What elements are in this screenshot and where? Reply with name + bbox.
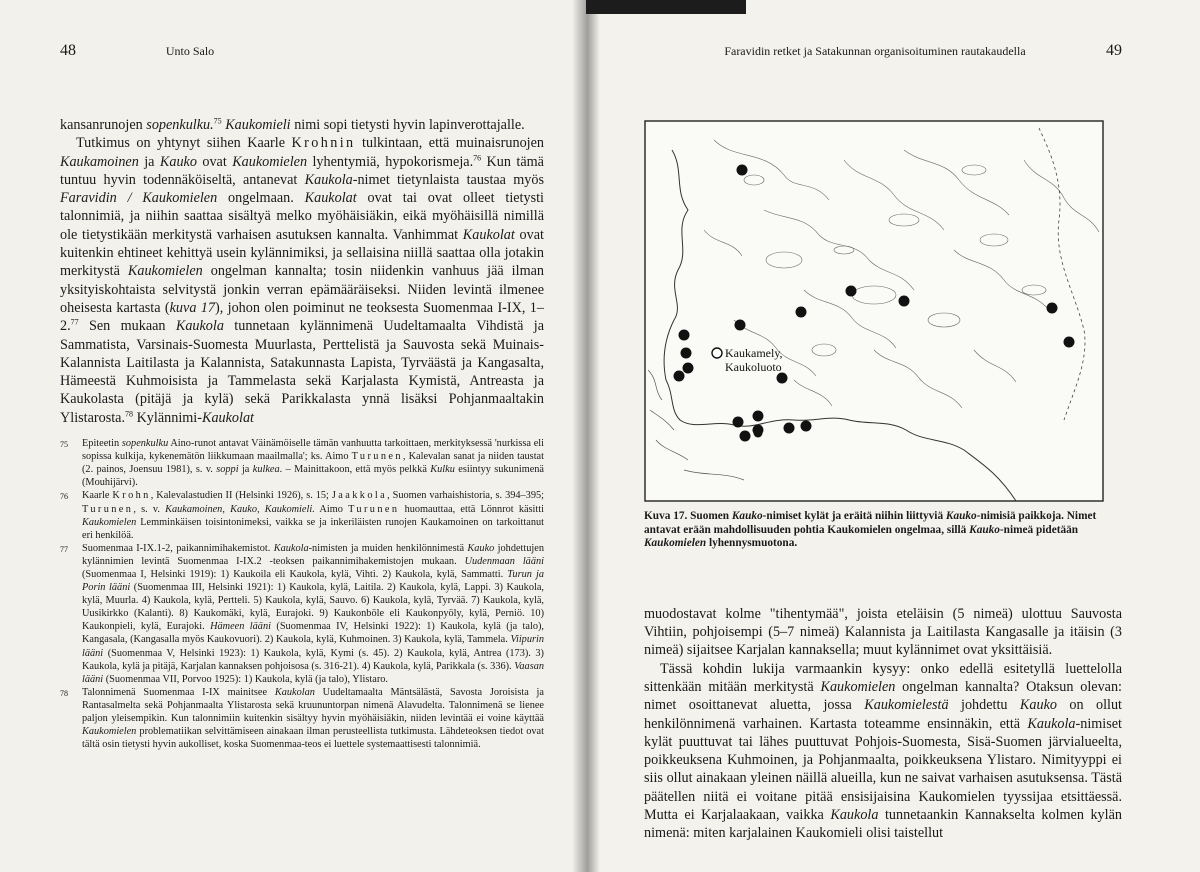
map-figure xyxy=(644,120,1104,502)
left-header xyxy=(60,42,544,62)
footnotes xyxy=(60,437,544,751)
map-label-line1: Kaukamely, xyxy=(725,346,783,360)
body-paragraph: kansanrunojen sopenkulku.$^{75}$ Kaukomieli nimi sopi tietysti hyvin lapinverottajalle. xyxy=(60,116,525,133)
body-paragraph: Tutkimus on yhtynyt siihen Kaarle Krohnin tulkintaan, että muinaisrunojen Kaukamoinen ja Kauko ovat Kaukomielen lyhentymiä, hypokorismeja.$^{76}$ Kun tämä tuntuu hyvin todennäköiseltä, antanevat Kaukola-nimet tietynlaista taustaa myös Faravidin / Kaukomielen ongelmaan. Kaukolat ovat tai ovat olleet tietysti talonnimiä, ja niihin saattaa sisältyä melko myöhäisiäkin, eikä myöhäisillä nimillä ole tietystikään merkitystä varhaisen asutuksen kannalta. Vanhimmat Kaukolat ovat kuitenkin ehtineet kehittyä usein kylännimiksi, ja sellaisina niillä saattaa olla jotakin merkitystä Kaukomielen ongelman kannalta; tosin niidenkin vanhuus jää ilman yksityiskohtaista selvitystä jonkin verran epämääräiseksi. Niiden levintä ilmenee oheisesta kartasta (kuva 17), johon olen poiminut ne teoksesta Suomenmaa I-IX, 1–2.77 Sen mukaan Kaukola tunnetaan kylännimenä Uudeltamaalta Vihdistä ja Sammatista, Varsinais-Suomesta Muurlasta, Perttelistä ja Sauvosta sekä Muinais-Kalannista Laitilasta ja Kalannista, Satakunnasta Lapista, Tyrväästä ja Kangasalta, Hämeestä Kuhmoisista ja Tammelasta sekä Karjalasta Kymistä, Antreasta ja Kaukolasta (pitäjä ja kylä) sekä Parikkalasta ynnä lisäksi Pohjanmaaltakin Ylistarosta.$^{78}$ Kylännimi-Kaukolat xyxy=(60,135,545,426)
map-label-line2: Kaukoluoto xyxy=(725,360,782,374)
footnote-text: Epiteetin sopenkulku Aino-runot antavat Väinämöiselle tämän vanhuutta tarkoittaen, merkityksessä 'nurkissa eli sopissa kulkija, kykenemätön liikkumaan maailmalla'; ks. Aimo Turunen, Kalevalan sanat ja niiden taustat (2. painos, Joensuu 1981), s. v. soppi ja kulkea. – Mainittakoon, että myös pelkkä Kulku esiintyy sukunimenä (Mouhijärvi). xyxy=(82,438,545,489)
body-paragraph: muodostavat kolme "tihentymää", joista eteläisin (5 nimeä) ulottuu Sauvosta Vihtiin, pohjoisempi (5–7 nimeä) Kalannista ja Laitilasta Kangasalle ja itäisin (3 nimeä) sijaitsee Karjalan kannaksella; muut kylännimet ovat yksittäisiä. xyxy=(644,605,1122,659)
figure-caption: Kuva 17. Suomen Kauko-nimiset kylät ja eräitä niihin liittyviä Kauko-nimisiä paikkoja. Nimet antavat erään mahdollisuuden pohtia Kaukomielen ongelmaa, sillä Kauko-nimeä pidetään Kaukomielen lyhennysmuotona. xyxy=(644,510,1097,550)
finland-map xyxy=(644,120,1104,502)
page-number-left: 48 xyxy=(60,42,76,59)
footnote-text: Talonnimenä Suomenmaa I-IX mainitsee Kaukolan Uudeltamaalta Mäntsälästä, Savosta Joroisista ja Rantasalmelta sekä Pohjanmaalta Ylistarosta sekä kruununtorpan nimenä Alavudelta. Talonnimenä se lienee paljon yleisempikin. Kun talonnimiin kuitenkin sisältyy hyvin myöhäisiäkin, niiden levintää ei voine käyttää Kaukomielen problematiikan selvittämiseen ainakaan ilman perusteellista tutkimusta. Lähdeteoksen tiedot ovat tältä osin tietysti hyvin aukolliset, koska Suomenmaa-teos ei luettele systemaattisesti talonnimiä. xyxy=(82,686,544,751)
page-number-right: 49 xyxy=(1105,42,1122,59)
right-header xyxy=(644,42,1122,62)
footnote xyxy=(60,542,544,686)
footnote-mark: 78 xyxy=(60,688,68,698)
body-paragraph: Tässä kohdin lukija varmaankin kysyy: onko edellä esitetyllä luettelolla sittenkään mitään merkitystä Kaukomielen ongelman kannalta? Otaksun olevan: nimet osoittanevat aluetta, jossa Kaukomielestä johdettu Kauko on ollut henkilönnimenä varhainen. Kartasta toteamme ensinnäkin, että Kaukola-nimiset kylät puuttuvat tai lähes puuttuvat Pohjois-Suomesta, Sisä-Suomen järvialueelta, poikkeuksena Kuhmoinen, ja Pohjanmaalta, poikkeuksena Ylistaro. Nimityyppi ei siis ollut ainakaan yleinen näillä alueilla, kun ne saivat varhaisen asutuksensa. Tästä päätellen niitä ei voitane pitää ensisijaisina Kaukomielen tyyssijaa etsittäessä. Mutta ei Karjalaakaan, vaikka Kaukola tunnetaankin Kannakselta kolmen kylän nimenä: miten karjalainen Kaukomieli olisi taistellut xyxy=(644,660,1122,842)
footnote-text: Kaarle Krohn, Kalevalastudien II (Helsinki 1926), s. 15; Jaakkola, Suomen varhaishistoria, s. 394–395; Turunen, s. v. Kaukamoinen, Kauko, Kaukomieli. Aimo Turunen huomauttaa, että Lönnrot käsitti Kaukomielen Lemminkäisen toisintonimeksi, vaikka se ja inkeriläisten runojen Kaukamoinen on tarkoittanut eri henkilöä. xyxy=(82,490,544,541)
scan-edge xyxy=(586,0,746,14)
footnote-mark: 77 xyxy=(60,544,68,554)
right-body-text xyxy=(644,605,1122,843)
running-head-right: Faravidin retket ja Satakunnan organisoituminen rautakaudella xyxy=(724,44,1026,58)
footnote xyxy=(60,686,544,751)
footnote-mark: 76 xyxy=(60,492,68,502)
footnote-mark: 75 xyxy=(60,440,68,450)
right-page xyxy=(586,0,1200,872)
left-body-text xyxy=(60,116,544,427)
running-head-left: Unto Salo xyxy=(165,44,215,58)
footnote xyxy=(60,489,544,541)
footnote-text: Suomenmaa I-IX.1-2, paikannimihakemistot. Kaukola-nimisten ja muiden henkilönnimestä Kauko johdettujen kylännimien levintä Suomenmaa I-IX.2 -teoksen paikannimihakemistojen mukaan. Uudenmaan lääni (Suomenmaa I, Helsinki 1919): 1) Kaukoila eli Kaukola, kylä, Vihti. 2) Kaukola, kylä, Sammatti. Turun ja Porin lääni (Suomenmaa III, Helsinki 1921): 1) Kaukola, kylä, Laitila. 2) Kaukola, kylä, Lappi. 3) Kaukola, kylä, Muurla. 4) Kaukola, kylä, Pertteli. 5) Kaukola, kylä, Sauvo. 6) Kaukola, kylä, Tyrvää. 7) Kaukola, kylä, Uusikirkko (Kalanti). 8) Kaukomäki, kylä, Eurajoki. 9) Kaukonböle eli Kaukonpyöly, kylä, Perniö. 10) Kaukonpieli, kylä, Eurajoki. Hämeen lääni (Suomenmaa IV, Helsinki 1922): 1) Kaukola, kylä (ja talo), Kangasala, (Kangasalla myös Kaukovuori). 2) Kaukola, kylä, Kuhmoinen. 3) Kaukola, kylä, Tammela. Viipurin lääni (Suomenmaa V, Helsinki 1923): 1) Kaukola, kylä, Kymi (s. 45). 2) Kaukola, kylä, Antrea (173). 3) Kaukola, kylä ja pitäjä, Karjalan kannaksen pohjoisosa (s. 316-21). 4) Kaukola, kylä, Parikkala (s. 336). Vaasan lääni (Suomenmaa VII, Porvoo 1925): 1) Kaukola, kylä (ja talo), Ylistaro. xyxy=(82,542,545,685)
footnote xyxy=(60,437,544,489)
left-page xyxy=(0,0,586,872)
